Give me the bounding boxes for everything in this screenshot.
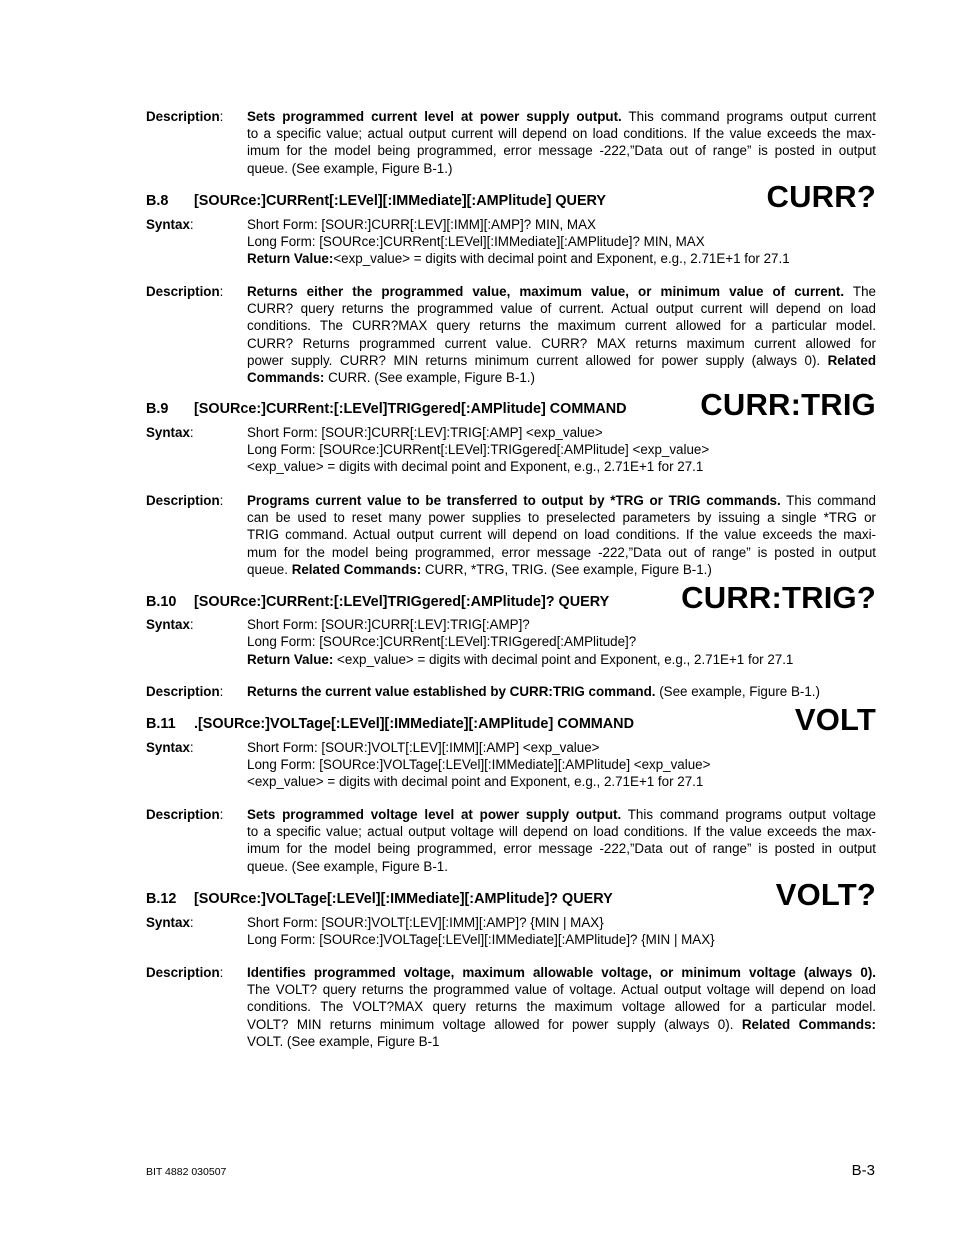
footer-doc-id: BIT 4882 030507: [146, 1166, 227, 1178]
syntax-label: Syntax: [146, 617, 190, 632]
section-heading-b9: [146, 377, 876, 422]
section-number: B.10: [146, 594, 177, 610]
section-heading-b12: [146, 867, 876, 912]
command-mnemonic: CURR:TRIG?: [681, 580, 876, 615]
document-page: Description: Sets programmed current level at power supply output. This command programs output current to a specific value; actual output current will depend on load conditions. If the value exceeds the max- imum for the model being programmed, error message -222,”Data out of range” is posted in output queue. (See example, Figure B-1.) B.8 [SOURce:]CURRent[:LEVel][:IMMediate][:AMPlitude] QUERY CURR? Syntax: Short Form: [SOUR:]CURR[:LEV][:IMM][:AMP]? MIN, MAX Long Form: [SOURce:]CURRent[:LEVel][:IMMediate][:AMPlitude]? MIN, MAX Return Value:<exp_value> = digits with decimal point and Exponent, e.g., 2.71E+1 for 27.1 Description: Returns either the programmed value, maximum value, or minimum value of current. The CURR? query returns the programmed value of current. Actual output current will depend on load conditions. The CURR?MAX query returns the maximum current allowed for a particular model. CURR? Returns programmed current value. CURR? MAX returns maximum current allowed for power supply. CURR? MIN returns minimum current allowed for power supply (always 0). Related Commands: CURR. (See example, Figure B-1.) B.9 [SOURce:]CURRent:[:LEVel]TRIGgered[:AMPlitude] COMMAND CURR:TRIG Syntax: Short Form: [SOUR:]CURR[:LEV]:TRIG[:AMP] <exp_value> Long Form: [SOURce:]CURRent[:LEVel]:TRIGgered[:AMPlitude] <exp_value> <exp_value> = digits with decimal point and Exponent, e.g., 2.71E+1 for 27.1 Description: Programs current value to be transferred to output by *TRG or TRIG commands. This command can be used to reset many power supplies to preselected parameters by issuing a single *TRG or TRIG command. Actual output current will depend on load conditions. If the value exceeds the maxi- mum for the model being programmed, error message -222,”Data out of range” is posted in output queue. Related Commands: CURR, *TRG, TRIG. (See example, Figure B-1.) B.10 [SOURce:]CURRent:[:LEVel]TRIGgered[:AMPlitude]? QUERY CURR:TRIG? Syntax: Short Form: [SOUR:]CURR[:LEV]:TRIG[:AMP]? Long Form: [SOURce:]CURRent[:LEVel]:TRIGgered[:AMPlitude]? Return Value: <exp_value> = digits with decimal point and Exponent, e.g., 2.71E+1 for 27.1 Description: Returns the current value established by CURR:TRIG command. (See example, Figure B-1.) B.11 .[SOURce:]VOLTage[:LEVel][:IMMediate][:AMPlitude] COMMAND VOLT Syntax: Short Form: [SOUR:]VOLT[:LEV][:IMM][:AMP] <exp_value> Long Form: [SOURce:]VOLTage[:LEVel][:IMMediate][:AMPlitude] <exp_value> <exp_value> = digits with decimal point and Exponent, e.g., 2.71E+1 for 27.1 Description: Sets programmed voltage level at power supply output. This command programs output voltage to a specific value; actual output voltage will depend on load conditions. If the value exceeds the max- imum for the model being programmed, error message -222,”Data out of range” is posted in output queue. (See example, Figure B-1. B.12 [SOURce:]VOLTage[:LEVel][:IMMediate][:AMPlitude]? QUERY VOLT? Syntax: Short Form: [SOUR:]VOLT[:LEV][:IMM][:AMP]? {MIN | MAX} Long Form: [SOURce:]VOLTage[:LEVel][:IMMediate][:AMPlitude]? {MIN | MAX} Description: Identifies programmed voltage, maximum allowable voltage, or minimum voltage (always 0). The VOLT? query returns the programmed value of voltage. Actual output voltage will depend on load conditions. The VOLT?MAX query returns the maximum voltage allowed for a particular model. VOLT? MIN returns minimum voltage allowed for power supply (always 0). Related Commands: VOLT. (See example, Figure B-1 BIT 4882 030507 B-3: [146, 109, 877, 1179]
command-mnemonic: VOLT?: [775, 877, 876, 912]
description-label: Description: [146, 965, 220, 980]
section-title: [SOURce:]CURRent:[:LEVel]TRIGgered[:AMPlitude] COMMAND: [194, 401, 627, 417]
command-mnemonic: VOLT: [794, 702, 876, 737]
section-number: B.8: [146, 193, 169, 209]
description-label: Description: [146, 109, 220, 124]
command-mnemonic: CURR?: [766, 179, 876, 214]
section-number: B.9: [146, 401, 169, 417]
description-label: Description: [146, 807, 220, 822]
description-label: Description: [146, 284, 220, 299]
section-title: [SOURce:]VOLTage[:LEVel][:IMMediate][:AMPlitude]? QUERY: [194, 891, 613, 907]
command-mnemonic: CURR:TRIG: [700, 387, 876, 422]
section-heading-b8: [146, 169, 876, 214]
syntax-label: Syntax: [146, 217, 190, 232]
section-heading-b10: [146, 570, 876, 615]
section-title: .[SOURce:]VOLTage[:LEVel][:IMMediate][:AMPlitude] COMMAND: [194, 716, 634, 732]
section-number: B.12: [146, 891, 177, 907]
page-number: B-3: [851, 1162, 875, 1179]
syntax-label: Syntax: [146, 740, 190, 755]
section-title: [SOURce:]CURRent[:LEVel][:IMMediate][:AMPlitude] QUERY: [194, 193, 606, 209]
syntax-label: Syntax: [146, 425, 190, 440]
section-heading-b11: [146, 692, 876, 737]
syntax-label: Syntax: [146, 915, 190, 930]
section-number: B.11: [146, 716, 176, 732]
section-title: [SOURce:]CURRent:[:LEVel]TRIGgered[:AMPlitude]? QUERY: [194, 594, 610, 610]
description-label: Description: [146, 493, 220, 508]
description-label: Description: [146, 684, 220, 699]
